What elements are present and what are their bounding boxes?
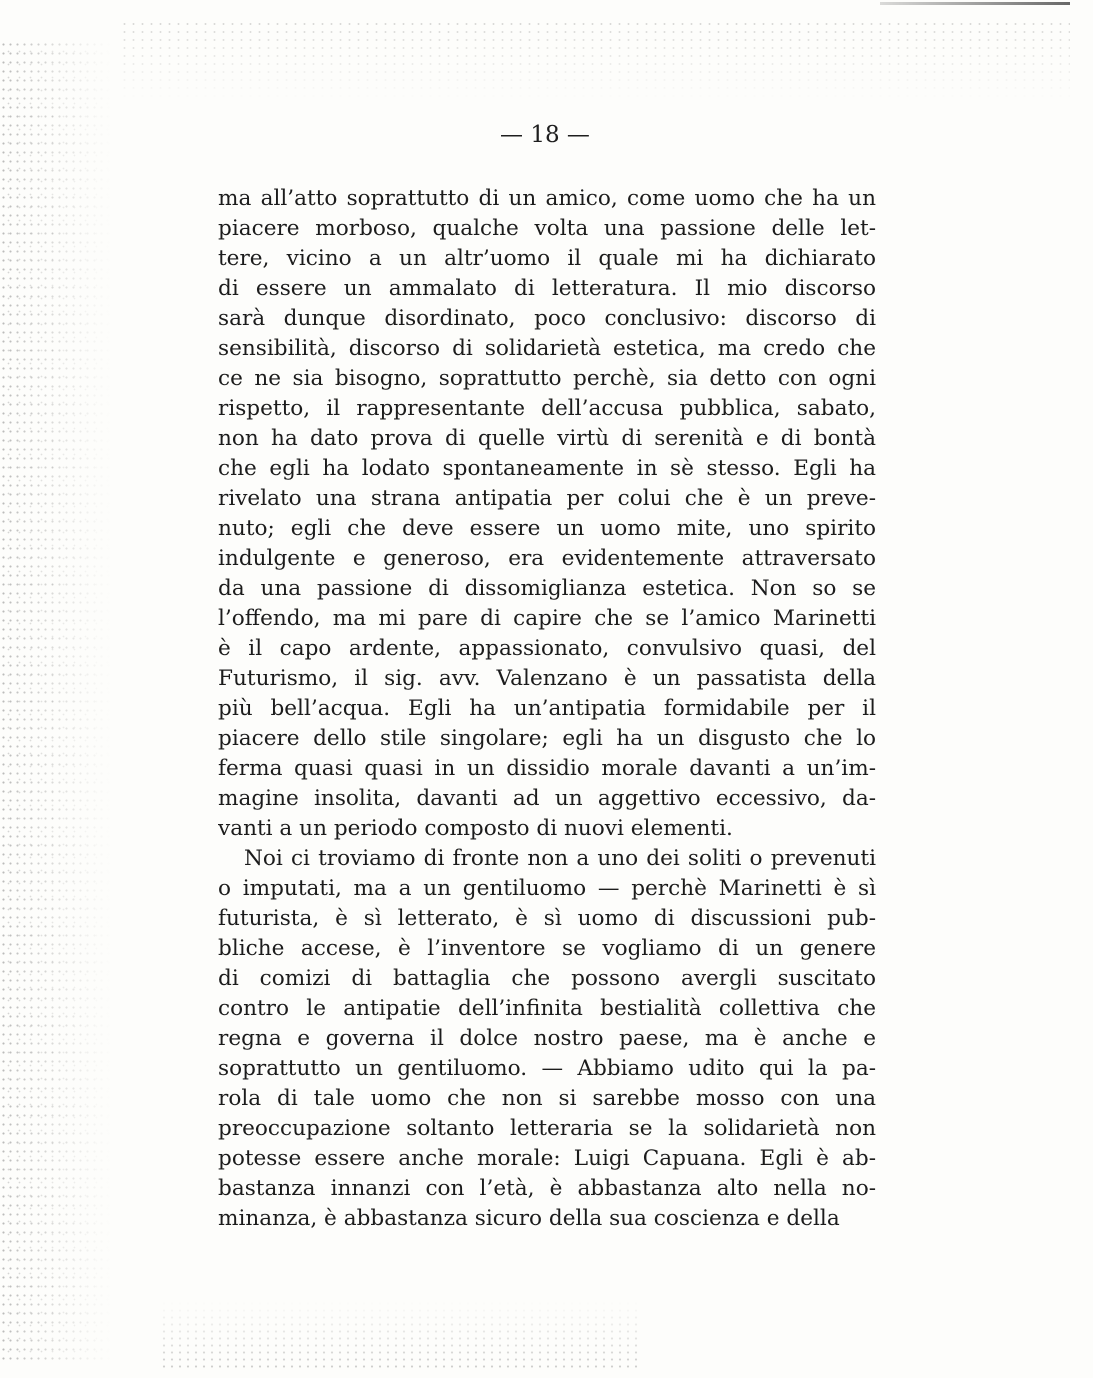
text-line: Futurismo, il sig. avv. Valenzano è un passatista della [218, 666, 876, 691]
text-line: preoccupazione soltanto letteraria se la solidarietà non [218, 1116, 876, 1141]
text-line: l’offendo, ma mi pare di capire che se l’amico Marinetti [218, 606, 876, 631]
text-line: contro le antipatie dell’infinita bestialità collettiva che [218, 996, 876, 1021]
text-line: indulgente e generoso, era evidentemente attraversato [218, 546, 876, 571]
text-line: sarà dunque disordinato, poco conclusivo: discorso di [218, 306, 876, 331]
text-line: rola di tale uomo che non si sarebbe mosso con una [218, 1086, 876, 1111]
text-line: regna e governa il dolce nostro paese, ma è anche e [218, 1026, 876, 1051]
text-line: magine insolita, davanti ad un aggettivo eccessivo, da- [218, 786, 876, 811]
text-line: di essere un ammalato di letteratura. Il mio discorso [218, 276, 876, 301]
text-line: più bell’acqua. Egli ha un’antipatia formidabile per il [218, 696, 876, 721]
text-line: è il capo ardente, appassionato, convulsivo quasi, del [218, 636, 876, 661]
text-line: piacere dello stile singolare; egli ha un disgusto che lo [218, 726, 876, 751]
paragraph [218, 184, 876, 844]
text-line: rivelato una strana antipatia per colui che è un preve- [218, 486, 876, 511]
text-line: ce ne sia bisogno, soprattutto perchè, sia detto con ogni [218, 366, 876, 391]
paragraph [218, 844, 876, 1234]
text-line: che egli ha lodato spontaneamente in sè stesso. Egli ha [218, 456, 876, 481]
scan-edge-mark [880, 2, 1070, 5]
text-line: tere, vicino a un altr’uomo il quale mi ha dichiarato [218, 246, 876, 271]
text-line: potesse essere anche morale: Luigi Capuana. Egli è ab- [218, 1146, 876, 1171]
text-line: soprattutto un gentiluomo. — Abbiamo udito qui la pa- [218, 1056, 876, 1081]
text-line: Noi ci troviamo di fronte non a uno dei soliti o prevenuti [244, 846, 876, 871]
body-text [218, 184, 876, 1234]
text-line: vanti a un periodo composto di nuovi elementi. [218, 816, 733, 841]
text-line: non ha dato prova di quelle virtù di serenità e di bontà [218, 426, 876, 451]
text-line: di comizi di battaglia che possono avergli suscitato [218, 966, 876, 991]
text-line: piacere morboso, qualche volta una passione delle let- [218, 216, 876, 241]
text-line: bastanza innanzi con l’età, è abbastanza alto nella no- [218, 1176, 876, 1201]
text-line: ferma quasi quasi in un dissidio morale davanti a un’im- [218, 756, 876, 781]
text-line: sensibilità, discorso di solidarietà estetica, ma credo che [218, 336, 876, 361]
page-number: — 18 — [500, 122, 590, 148]
text-line: da una passione di dissomiglianza estetica. Non so se [218, 576, 876, 601]
scan-noise-top [120, 20, 1070, 100]
text-line: o imputati, ma a un gentiluomo — perchè Marinetti è sì [218, 876, 876, 901]
text-line: minanza, è abbastanza sicuro della sua coscienza e della [218, 1206, 840, 1231]
scan-noise-left [0, 40, 110, 1360]
text-line: nuto; egli che deve essere un uomo mite, uno spirito [218, 516, 876, 541]
text-line: rispetto, il rappresentante dell’accusa pubblica, sabato, [218, 396, 876, 421]
text-line: futurista, è sì letterato, è sì uomo di discussioni pub- [218, 906, 876, 931]
scan-noise-bottom [160, 1300, 640, 1370]
text-line: bliche accese, è l’inventore se vogliamo di un genere [218, 936, 876, 961]
text-line: ma all’atto soprattutto di un amico, come uomo che ha un [218, 186, 876, 211]
